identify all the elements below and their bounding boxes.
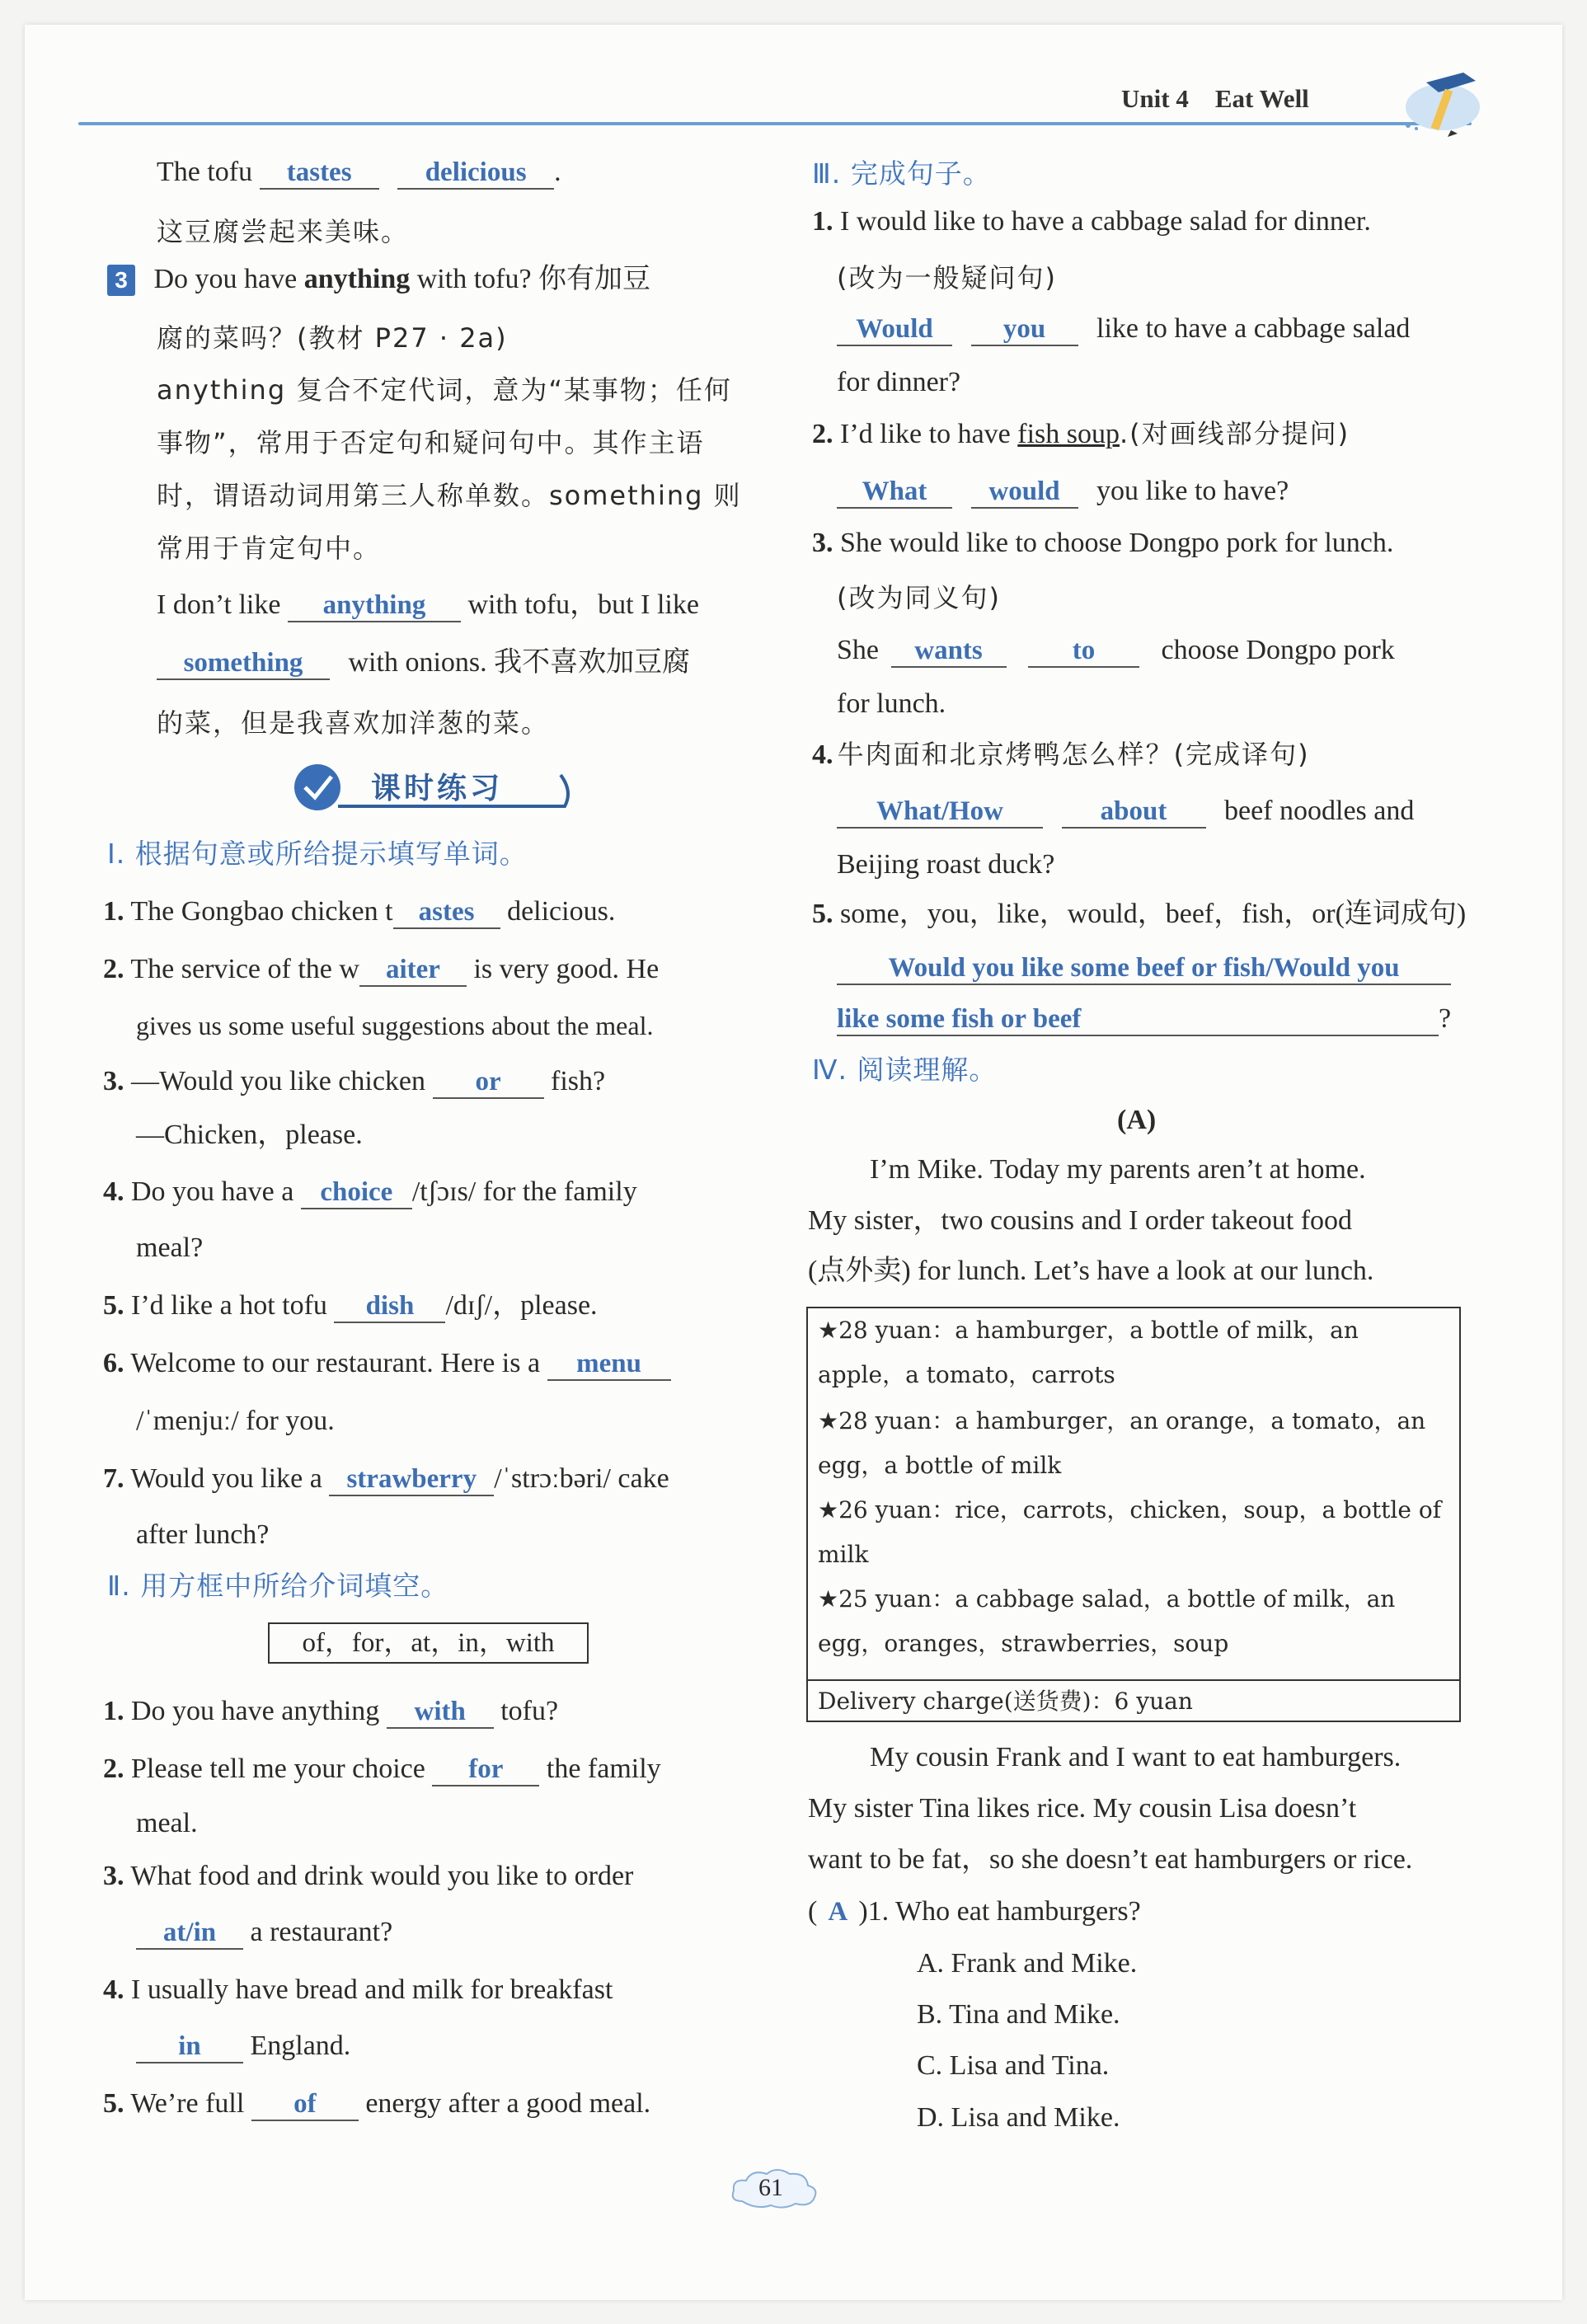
answer-blank: would [971,476,1078,509]
exercise-item: 6. Welcome to our restaurant. Here is a menu [103,1344,671,1383]
exercise-answer-line: She wants to choose Dongpo pork [837,631,1395,670]
exercise-item: 4. 牛肉面和北京烤鸭怎么样？(完成译句) [812,739,1310,770]
point-3-question-cont: 腐的菜吗？(教材 P27 · 2a) [157,322,508,354]
answer-blank: or [433,1066,544,1099]
section-4-title: Ⅳ. 阅读理解。 [812,1054,998,1086]
answer-blank: about [1062,796,1206,829]
menu-option: ★25 yuan：a cabbage salad，a bottle of milk，an egg，oranges，strawberries，soup [818,1585,1396,1657]
menu-box [806,1307,1461,1722]
exercise-item: 2. The service of the w aiter is very good. He [103,950,659,989]
explanation-line: anything 复合不定代词，意为“某事物；任何 [157,374,732,406]
tofu-translation: 这豆腐尝起来美味。 [157,216,410,247]
exercise-item: 3. —Would you like chicken or fish? [103,1062,605,1101]
answer-blank: choice [301,1176,412,1209]
answer-blank: What/How [837,796,1043,829]
exercise-item: 5. We’re full of energy after a good meal. [103,2084,650,2124]
tofu-sentence: The tofu tastes delicious . [157,153,561,192]
exercise-item-cont: in England. [136,2026,350,2066]
explanation-line: 时，谓语动词用第三人称单数。something 则 [157,480,742,511]
section-2-title: Ⅱ. 用方框中所给介词填空。 [107,1570,449,1602]
unit-label: Unit 4 [1121,84,1189,113]
exercise-answer-line: What would you like to have? [837,472,1289,511]
exercise-answer-line [837,948,1451,988]
exercise-item: 1. I would like to have a cabbage salad for dinner. [812,206,1371,237]
example-translation: 的菜，但是我喜欢加洋葱的菜。 [157,707,550,739]
explanation-line: 常用于肯定句中。 [157,533,382,564]
exercise-item-cont: gives us some useful suggestions about the meal. [136,1011,654,1040]
exercise-answer-line: like some fish or beef ? [837,999,1451,1039]
passage-line: My sister Tina likes rice. My cousin Lisa doesn’t [808,1793,1357,1824]
example-sentence-cont: something with onions. 我不喜欢加豆腐 [157,643,690,683]
answer-blank: to [1028,635,1139,668]
exercise-item-cont: —Chicken，please. [136,1120,363,1150]
exercise-item: 1. Do you have anything with tofu? [103,1692,558,1731]
question-1: ( A )1. Who eat hamburgers? [808,1896,1141,1927]
answer-blank: tastes [260,157,379,190]
explanation-line: 事物”，常用于否定句和疑问句中。其作主语 [157,427,705,458]
option: D. Lisa and Mike. [917,2102,1120,2133]
point-3-question: 3 Do you have anything with tofu? 你有加豆 [107,260,650,299]
exercise-hint: (改为一般疑问句) [837,262,1057,293]
answer-blank: anything [288,589,461,622]
point-number-badge: 3 [107,265,135,296]
answer-blank: strawberry [329,1463,494,1496]
exercise-item: 1. The Gongbao chicken t astes delicious. [103,892,615,932]
exercise-item-cont: after lunch? [136,1519,270,1550]
answer-blank: with [387,1696,494,1729]
exercise-item: 4. I usually have bread and milk for breakfast [103,1974,613,2005]
answer-blank: you [971,313,1078,346]
option: B. Tina and Mike. [917,1999,1120,2030]
exercise-answer-line: Would you like to have a cabbage salad [837,309,1410,349]
passage-line: (点外卖) for lunch. Let’s have a look at our lunch. [808,1256,1374,1286]
option: C. Lisa and Tina. [917,2050,1110,2081]
exercise-answer-line: What/How about beef noodles and [837,791,1414,831]
exercise-item-cont: meal? [136,1232,204,1263]
answer-blank: of [251,2088,359,2121]
exercise-item-cont: meal. [136,1808,198,1838]
answer-blank: menu [547,1348,671,1381]
answer-blank: in [136,2031,243,2063]
option: A. Frank and Mike. [917,1948,1138,1979]
passage-line: I’m Mike. Today my parents aren’t at home. [870,1154,1366,1185]
running-header [1121,84,1336,114]
exercise-item: 3. What food and drink would you like to order [103,1861,634,1891]
passage-line: My cousin Frank and I want to eat hamburgers. [870,1742,1402,1772]
exercise-item: 7. Would you like a strawberry /ˈstrɔːbəri/ cake [103,1459,669,1499]
menu-option: ★28 yuan：a hamburger，a bottle of milk，an apple，a tomato，carrots [818,1317,1359,1388]
delivery-charge: Delivery charge(送货费)：6 yuan [818,1688,1193,1715]
exercise-item-cont: Beijing roast duck? [837,849,1055,880]
exercise-item-cont: for dinner? [837,367,961,397]
answer-blank: something [157,647,330,680]
answer-blank: Would [837,313,952,346]
answer-blank: wants [891,635,1007,668]
word-box: of，for，at，in，with [268,1622,589,1664]
exercise-item-cont: /ˈmenjuː/ for you. [136,1406,335,1436]
example-sentence: I don’t like anything with tofu，but I like [157,585,699,625]
exercise-item: 4. Do you have a choice /tʃɔɪs/ for the family [103,1172,637,1212]
answer-blank: dish [334,1290,445,1323]
pencil-graduation-icon [1393,58,1484,140]
answer-blank: at/in [136,1917,243,1950]
exercise-item-cont: for lunch. [837,688,946,719]
passage-label: (A) [1117,1105,1157,1135]
answer-blank: for [432,1754,539,1786]
header-rule [78,122,1472,125]
exercise-item-cont: at/in a restaurant? [136,1913,392,1952]
page-number: 61 [758,2174,783,2201]
exercise-hint: (改为同义句) [837,582,1001,613]
section-3-title: Ⅲ. 完成句子。 [812,157,991,190]
exercise-item: 3. She would like to choose Dongpo pork for lunch. [812,528,1394,558]
answer-blank: like some fish or beef [837,1003,1439,1036]
answer-blank: astes [393,896,500,929]
exercise-item: 2. I’d like to have fish soup.(对画线部分提问) [812,418,1350,449]
practice-title: 课时练习 [371,772,504,805]
passage-line: want to be fat，so she doesn’t eat hamburgers or rice. [808,1844,1413,1875]
answer-blank: Would you like some beef or fish/Would you [837,952,1451,985]
menu-option: ★28 yuan：a hamburger，an orange，a tomato，an egg，a bottle of milk [818,1407,1426,1479]
exercise-item: 2. Please tell me your choice for the family [103,1749,661,1789]
unit-title: Eat Well [1214,84,1309,113]
exercise-item: 5. I’d like a hot tofu dish /dɪʃ/，please. [103,1286,598,1326]
exercise-item: 5. some，you，like，would，beef，fish，or(连词成句) [812,899,1467,929]
menu-option: ★26 yuan：rice，carrots，chicken，soup，a bottle of milk [818,1496,1442,1568]
answer-blank: What [837,476,952,509]
answer-choice: A [828,1897,848,1927]
section-1-title: Ⅰ. 根据句意或所给提示填写单词。 [107,838,528,870]
answer-blank: aiter [359,954,467,987]
answer-blank: delicious [397,157,554,190]
passage-line: My sister，two cousins and I order takeout food [808,1205,1353,1236]
